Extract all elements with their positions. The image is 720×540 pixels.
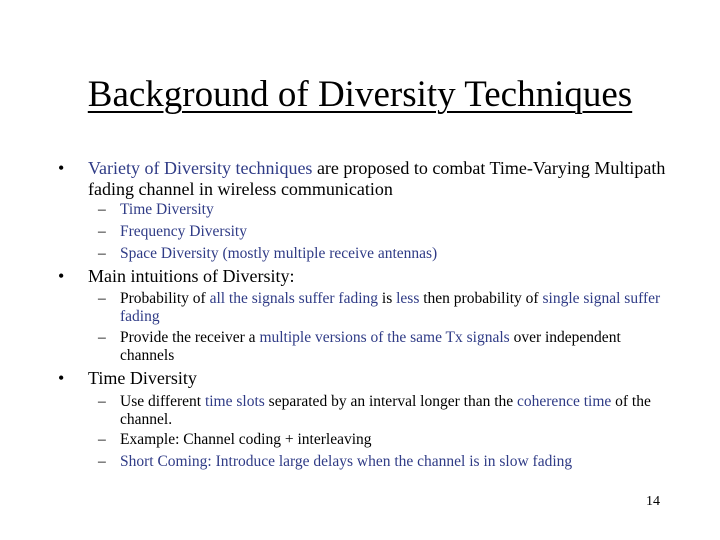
bullet-1-highlight: Variety of Diversity techniques	[88, 158, 313, 178]
bullet-1-text: are proposed to combat Time-Varying Multipath fading channel in wireless communication	[88, 158, 666, 199]
slide-title-text: Background of Diversity Techniques	[87, 74, 633, 115]
sub-bullet-1-1-text: Time Diversity	[120, 201, 214, 218]
sub-bullet-2-1-b3: single signal suffer fading	[120, 290, 661, 325]
bullet-marker: •	[58, 266, 65, 286]
sub-bullet-1-2-text: Frequency Diversity	[120, 223, 247, 240]
dash-marker: –	[98, 393, 106, 410]
sub-bullet-3-2	[98, 431, 665, 449]
sub-bullet-2-1-b1: all the signals suffer fading	[209, 290, 379, 307]
dash-marker: –	[98, 290, 106, 307]
sub-bullet-2-2-p2: over independent channels	[120, 329, 621, 364]
bullet-marker: •	[58, 158, 65, 178]
sub-bullet-2-2-b1: multiple versions of the same Tx signals	[259, 329, 510, 346]
sub-bullet-3-2-text: Example: Channel coding + interleaving	[120, 431, 372, 448]
bullet-marker: •	[58, 368, 65, 388]
sub-bullet-3-1-b1: time slots	[204, 393, 265, 410]
bullet-2-text: Main intuitions of Diversity:	[88, 266, 295, 286]
sub-bullet-2-2	[98, 329, 665, 365]
bullet-1	[58, 158, 668, 200]
dash-marker: –	[98, 329, 106, 346]
sub-bullet-3-1-p2: separated by an interval longer than the	[264, 393, 518, 410]
sub-bullet-1-3	[98, 245, 665, 263]
sub-bullet-3-3-text: Short Coming: Introduce large delays when the channel is in slow fading	[120, 453, 573, 470]
dash-marker: –	[98, 245, 106, 262]
dash-marker: –	[98, 431, 106, 448]
page-number: 14	[646, 494, 660, 509]
dash-marker: –	[98, 223, 106, 240]
sub-bullet-1-2	[98, 223, 665, 241]
dash-marker: –	[98, 453, 106, 470]
sub-bullet-1-1	[98, 201, 665, 219]
sub-bullet-1-3-text: Space Diversity (mostly multiple receive antennas)	[120, 245, 438, 262]
sub-bullet-3-1-b2: coherence time	[517, 393, 612, 410]
sub-bullet-3-1-p1: Use different	[120, 393, 205, 410]
sub-bullet-3-1	[98, 393, 665, 429]
bullet-3	[58, 368, 668, 389]
sub-bullet-3-3	[98, 453, 665, 471]
sub-bullet-2-1-p1: Probability of	[120, 290, 210, 307]
bullet-3-text: Time Diversity	[88, 368, 197, 388]
sub-bullet-2-2-p1: Provide the receiver a	[120, 329, 260, 346]
dash-marker: –	[98, 201, 106, 218]
sub-bullet-3-1-p3: of the channel.	[120, 393, 651, 428]
sub-bullet-2-1	[98, 290, 665, 326]
bullet-2	[58, 266, 668, 287]
sub-bullet-2-1-p3: then probability of	[419, 290, 543, 307]
sub-bullet-2-1-b2: less	[396, 290, 420, 307]
sub-bullet-2-1-p2: is	[378, 290, 397, 307]
